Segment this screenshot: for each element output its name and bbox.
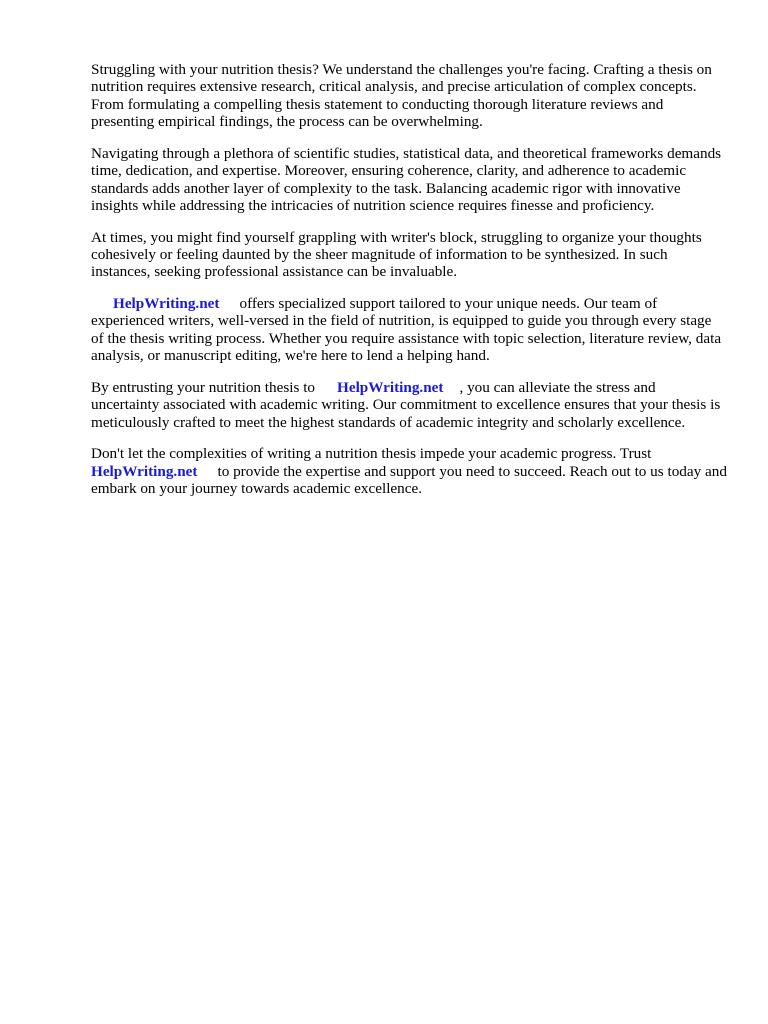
document-body bbox=[91, 61, 727, 512]
helpwriting-link-3[interactable]: HelpWriting.net bbox=[91, 462, 198, 480]
paragraph-challenges: Navigating through a plethora of scientific studies, statistical data, and theoretical frameworks demands time, dedication, and expertise. Moreover, ensuring coherence, clarity, and adherence to academic standards adds another layer of complexity to the task. Balancing academic rigor with innovative insights while addressing the intricacies of nutrition science requires finesse and proficiency. bbox=[91, 144, 722, 215]
paragraph-closing bbox=[91, 445, 727, 497]
paragraph-entrusting-text: , you can alleviate the stress and uncertainty associated with academic writing. Our commitment to excellence ensures that your thesis is meticulously crafted to meet the highest standards of academic integrity and scholarly excellence. bbox=[91, 378, 721, 431]
paragraph-services bbox=[91, 295, 727, 365]
paragraph-services-text: offers specialized support tailored to your unique needs. Our team of experienced writers, well-versed in the field of nutrition, is equipped to guide you through every stage of the thesis writing process. Whether you require assistance with topic selection, literature review, data analysis, or manuscript editing, we're here to lend a helping hand. bbox=[91, 295, 722, 365]
helpwriting-link-2[interactable]: HelpWriting.net bbox=[337, 378, 444, 396]
paragraph-closing-lead: Don't let the complexities of writing a nutrition thesis impede your academic progress. Trust bbox=[91, 445, 652, 463]
paragraph-writers-block: At times, you might find yourself grappling with writer's block, struggling to organize your thoughts cohesively or feeling daunted by the sheer magnitude of information to be synthesized. In such instances, seeking professional assistance can be invaluable. bbox=[91, 228, 702, 281]
helpwriting-link-1[interactable]: HelpWriting.net bbox=[113, 295, 220, 313]
paragraph-entrusting-lead: By entrusting your nutrition thesis to bbox=[91, 378, 316, 396]
paragraph-intro: Struggling with your nutrition thesis? We understand the challenges you're facing. Crafting a thesis on nutrition requires extensive research, critical analysis, and precise articulation of complex concepts. From formulating a compelling thesis statement to conducting thorough literature reviews and presenting empirical findings, the process can be overwhelming. bbox=[91, 61, 712, 131]
paragraph-entrusting bbox=[91, 379, 727, 431]
paragraph-closing-text: to provide the expertise and support you need to succeed. Reach out to us today and embark on your journey towards academic excellence. bbox=[91, 462, 727, 498]
